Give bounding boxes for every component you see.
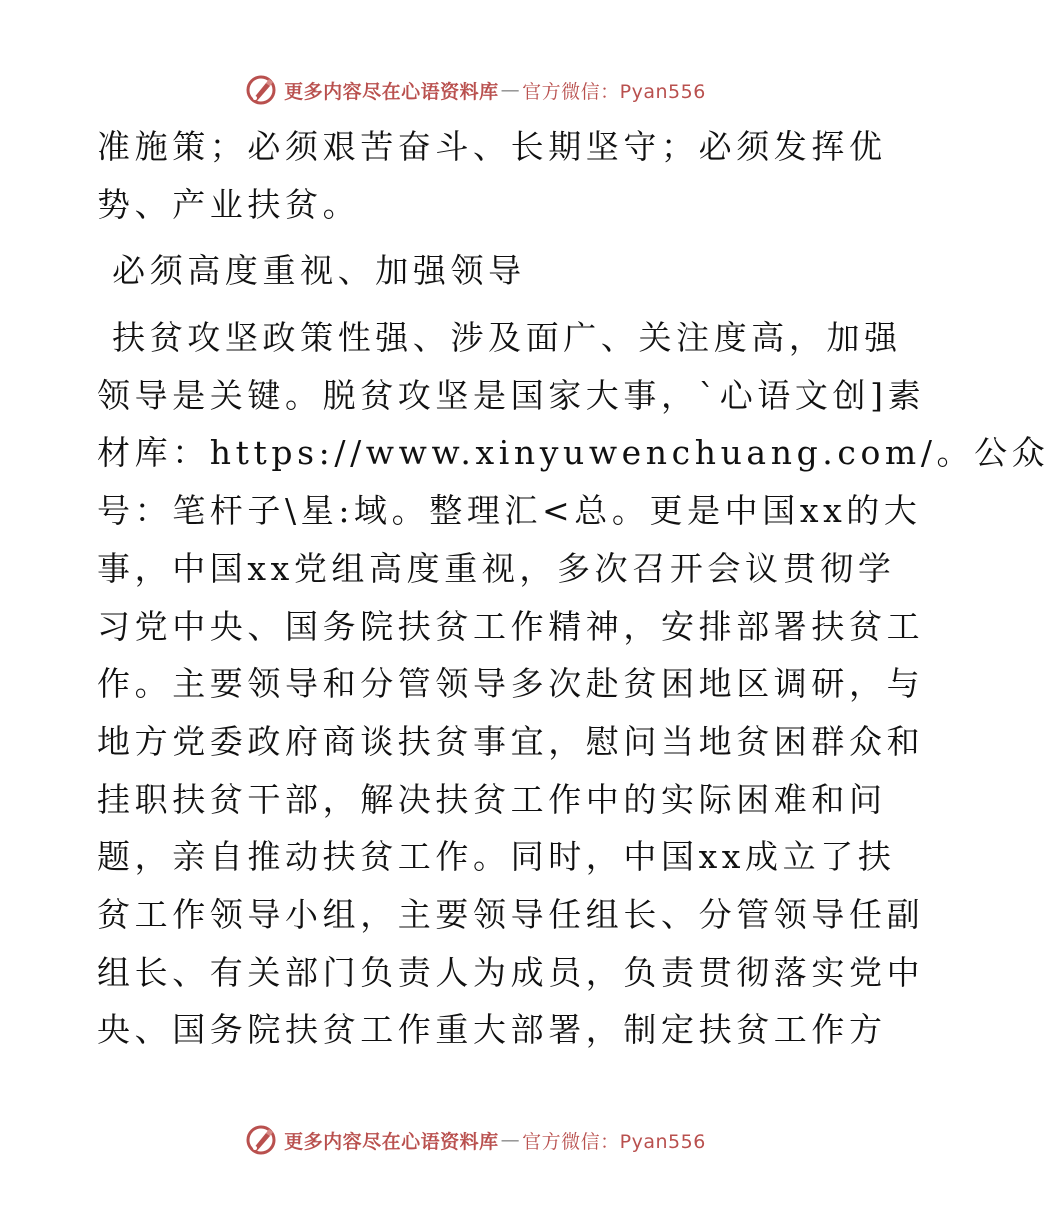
body-line: 势、产业扶贫。: [97, 184, 361, 224]
body-line: 领导是关键。脱贫攻坚是国家大事，`心语文创]素: [97, 375, 926, 415]
body-line: 题，亲自推动扶贫工作。同时，中国xx成立了扶: [97, 837, 896, 877]
document-body: [97, 118, 1049, 1059]
header-brand-text: 更多内容尽在心语资料库: [284, 80, 499, 103]
footer-brand-text: 更多内容尽在心语资料库: [284, 1130, 499, 1153]
body-line: 作。主要领导和分管领导多次赴贫困地区调研，与: [97, 664, 925, 704]
body-line: 习党中央、国务院扶贫工作精神，安排部署扶贫工: [97, 606, 925, 646]
body-line: 贫工作领导小组，主要领导任组长、分管领导任副: [97, 894, 925, 934]
body-line: 事，中国xx党组高度重视，多次召开会议贯彻学: [97, 548, 896, 588]
header-wechat-text: 官方微信：Pyan556: [522, 80, 706, 103]
footer-wechat-text: 官方微信：Pyan556: [522, 1130, 706, 1153]
body-line: 地方党委政府商谈扶贫事宜，慰问当地贫困群众和: [97, 721, 925, 761]
section-heading: 必须高度重视、加强领导: [97, 251, 526, 291]
body-line: 组长、有关部门负责人为成员，负责贯彻落实党中: [97, 952, 925, 992]
body-line: 挂职扶贫干部，解决扶贫工作中的实际困难和问: [97, 779, 887, 819]
footer-watermark: [0, 1120, 950, 1160]
header-watermark: [0, 70, 950, 110]
footer-dash: —: [500, 1129, 521, 1151]
body-line: 号：笔杆子\星:域。整理汇<总。更是中国xx的大: [97, 491, 922, 531]
header-dash: —: [500, 79, 521, 101]
body-line: 准施策；必须艰苦奋斗、长期坚守；必须发挥优: [97, 127, 887, 166]
pen-logo-icon: [244, 1123, 278, 1157]
body-line: 扶贫攻坚政策性强、涉及面广、关注度高，加强: [97, 318, 902, 358]
pen-logo-icon: [244, 73, 278, 107]
body-line: 材库：https://www.xinyuwenchuang.com/。公众: [97, 433, 1049, 473]
body-line: 央、国务院扶贫工作重大部署，制定扶贫工作方: [97, 1010, 887, 1050]
